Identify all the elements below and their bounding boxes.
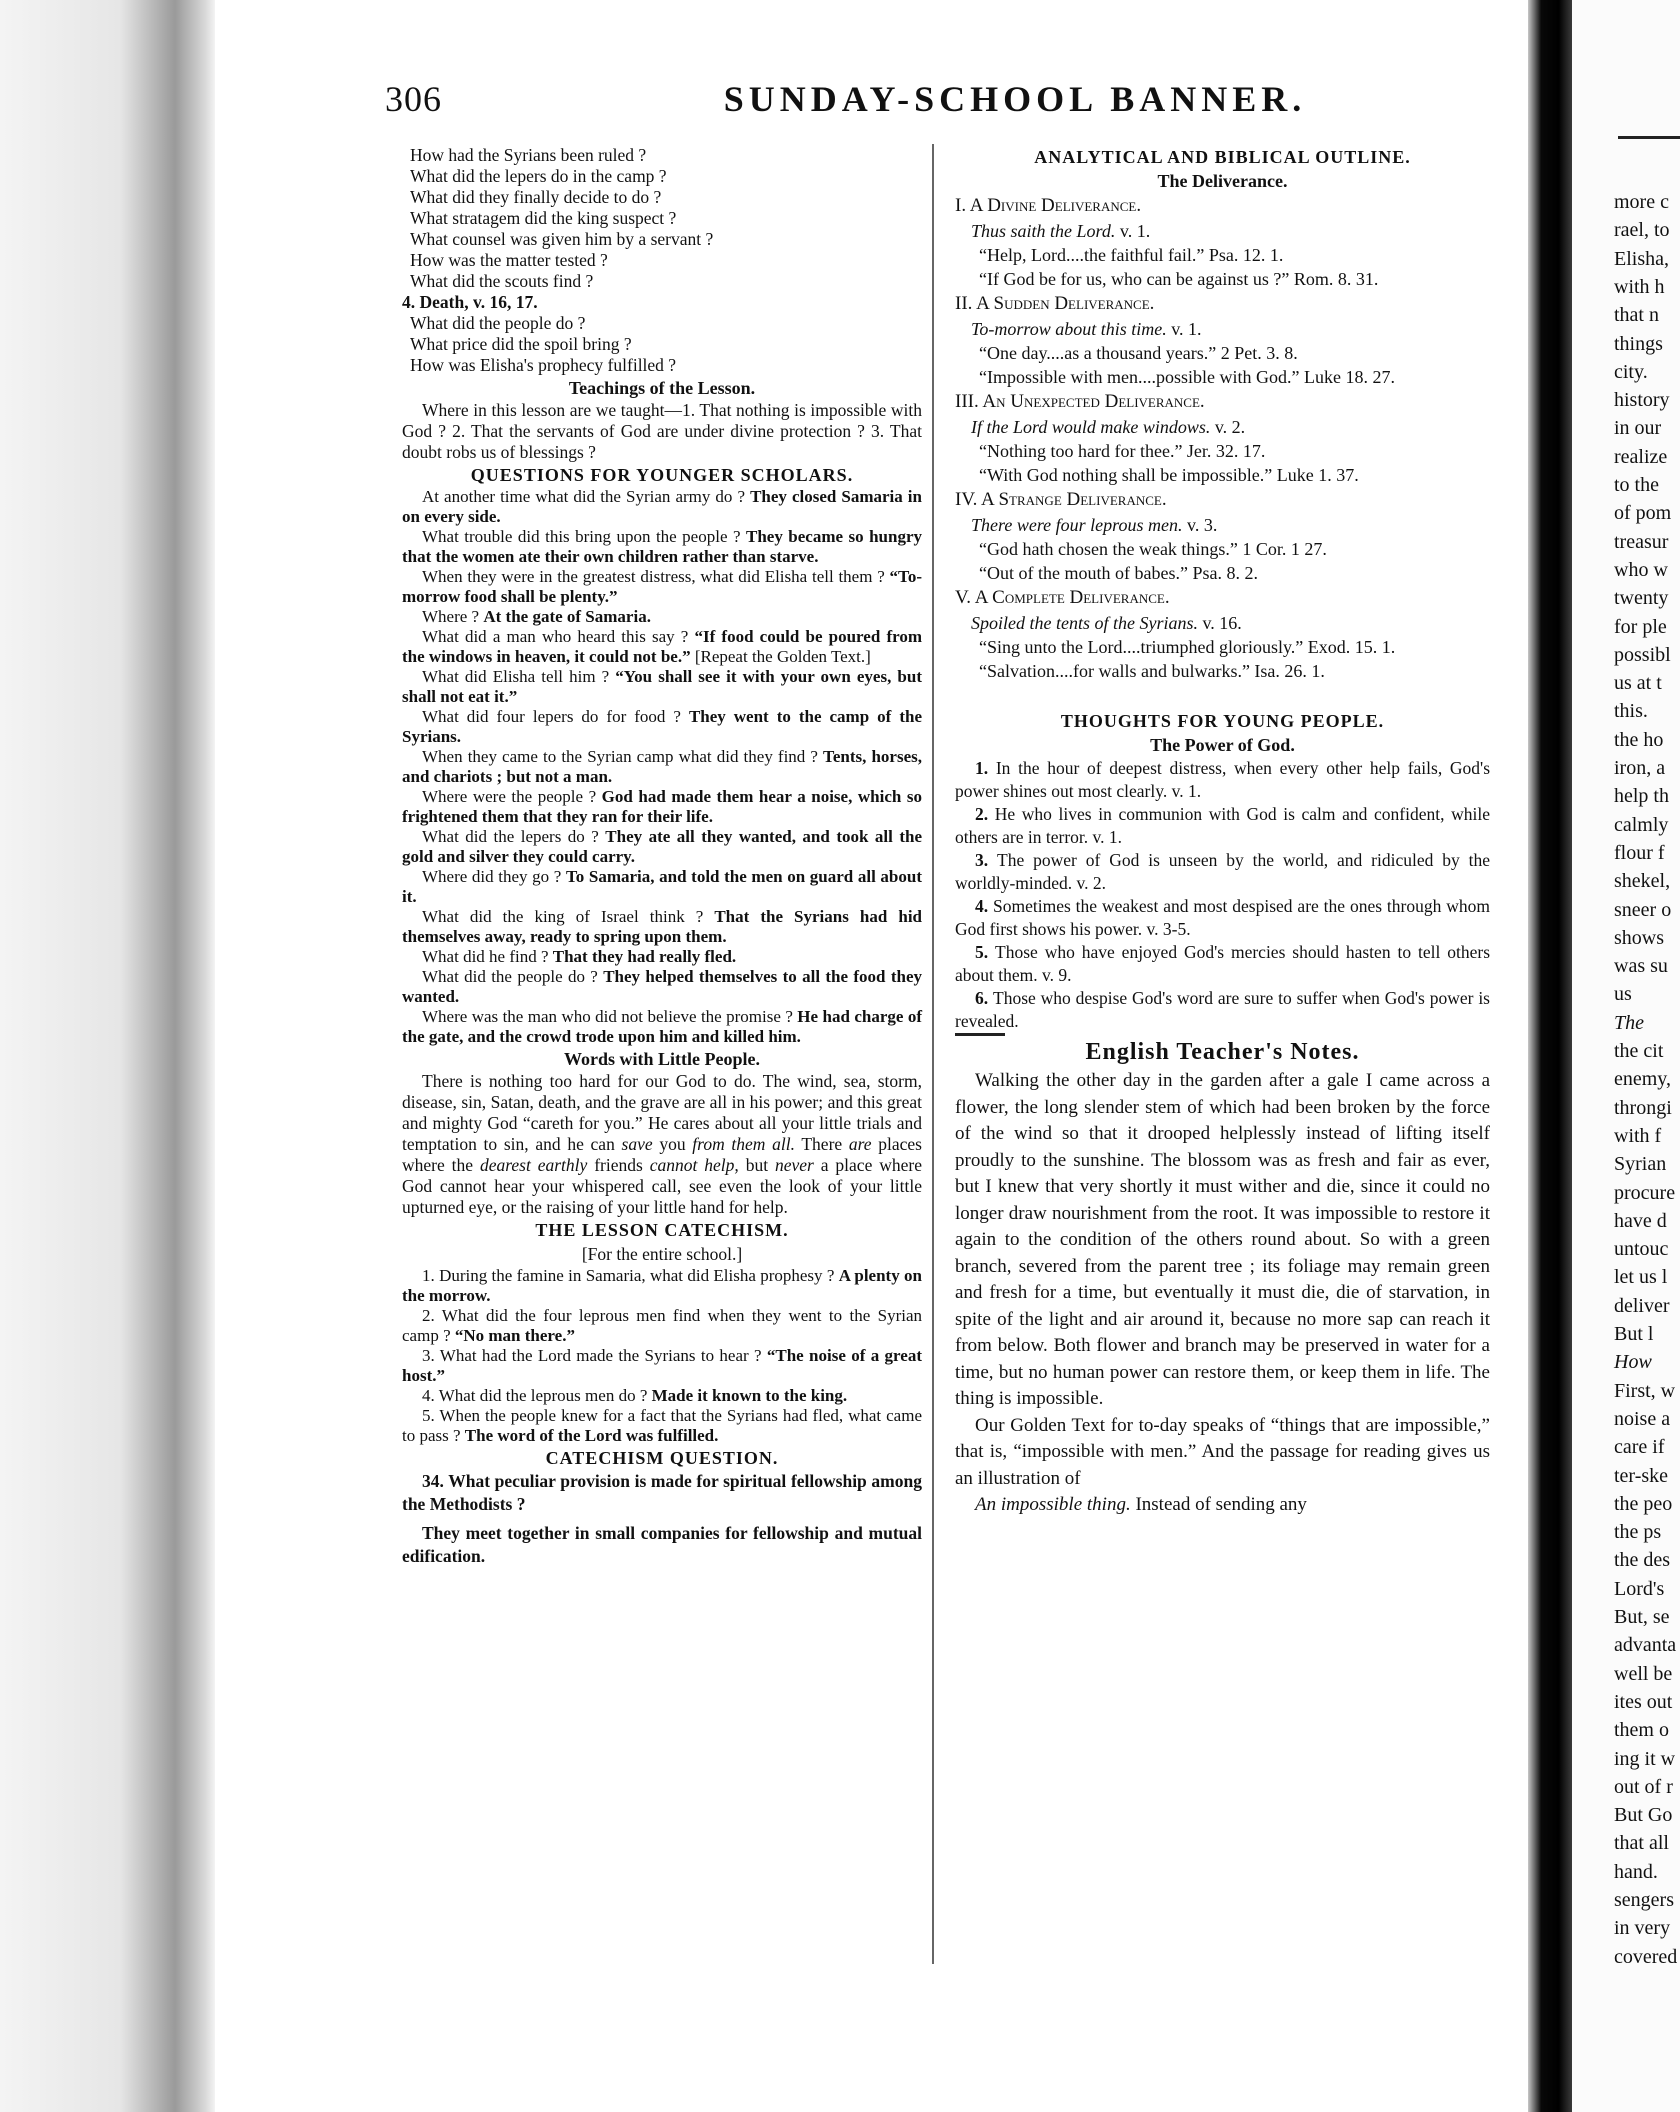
reference-text: There were four leprous men.: [971, 515, 1183, 535]
emphasis-text: dearest earthly: [479, 1155, 588, 1175]
facing-line: who w: [1614, 558, 1668, 581]
thought-number: 3.: [975, 850, 998, 870]
facing-line: untouc: [1614, 1238, 1669, 1261]
facing-line: the ho: [1614, 728, 1664, 751]
outline-sections: [955, 193, 1490, 683]
qa-item: [402, 567, 922, 607]
emphasis-text: save: [621, 1134, 653, 1154]
verse-ref: v. 2.: [1210, 417, 1246, 437]
book-gutter: [1528, 0, 1572, 2112]
facing-line: of pom: [1614, 502, 1672, 525]
page-header: [385, 78, 1505, 128]
outline-reference: [955, 513, 1490, 537]
answer-text: They ate all they wanted, and took all the gold and silver they could carry.: [402, 827, 922, 866]
facing-line: was su: [1614, 955, 1668, 978]
qa-item: [402, 967, 922, 1007]
facing-line: the ps: [1614, 1521, 1662, 1544]
outline-heading: III. An Unexpected Deliverance.: [955, 391, 1205, 412]
emphasis-text: never: [774, 1155, 814, 1175]
qa-item: [402, 867, 922, 907]
answer-text: They helped themselves to all the food they wanted.: [402, 967, 922, 1006]
reference-text: If the Lord would make windows.: [971, 417, 1211, 437]
question-line: What counsel was given him by a servant ?: [410, 229, 714, 249]
facing-line: have d: [1614, 1209, 1667, 1232]
facing-line: with h: [1614, 275, 1665, 298]
answer-text: To Samaria, and told the men on guard all about it.: [402, 867, 922, 906]
facing-line: the cit: [1614, 1040, 1664, 1062]
thought-number: 5.: [975, 942, 996, 962]
facing-page: [1572, 0, 1680, 2112]
younger-scholars-questions: [402, 487, 922, 1047]
question-text: What did the lepers do ?: [422, 827, 606, 846]
text-run: There is nothing too hard for our God to do. The wind, sea, storm, disease, sin, Satan, death, and the grave are all in his power; and this great and mighty God “careth for you.” He cares about all your little trials and temptation to sin, and he can: [402, 1071, 922, 1154]
facing-line: But Go: [1614, 1804, 1673, 1827]
facing-page-rule: [1618, 136, 1680, 139]
outline-subtitle: The Deliverance.: [1157, 171, 1288, 191]
question-text: What did four lepers do for food ?: [422, 707, 689, 726]
question-line: How was Elisha's prophecy fulfilled ?: [410, 355, 677, 375]
catechism-question-text: 34. What peculiar provision is made for spiritual fellowship among the Methodists ?: [402, 1471, 922, 1514]
facing-line: First, w: [1614, 1379, 1676, 1402]
facing-line: twenty: [1614, 587, 1669, 610]
question-line: What price did the spoil bring ?: [410, 334, 632, 354]
qa-item: [402, 947, 922, 967]
facing-line: rael, to: [1614, 219, 1670, 242]
verse-ref: v. 1.: [1115, 221, 1151, 241]
outline-heading: V. A Complete Deliverance.: [955, 587, 1170, 608]
question-text: Where ?: [422, 607, 484, 626]
answer-text: A plenty on the morrow.: [402, 1266, 922, 1305]
facing-line: ites out: [1614, 1690, 1673, 1713]
younger-scholars-title: QUESTIONS FOR YOUNGER SCHOLARS.: [470, 465, 854, 485]
english-notes-paragraph-2: Our Golden Text for to-day speaks of “things that are impossible,” that is, “impossible with men.” And the passage for reading gives us an illustration of: [955, 1414, 1490, 1489]
right-column: [955, 145, 1490, 1519]
running-title: SUNDAY-SCHOOL BANNER.: [723, 79, 1307, 119]
reference-text: Thus saith the Lord.: [971, 221, 1116, 241]
question-line: What did the lepers do in the camp ?: [410, 166, 667, 186]
outline-reference: [955, 611, 1490, 635]
answer-text: Tents, horses, and chariots ; but not a man.: [402, 747, 922, 786]
outline-title: ANALYTICAL AND BIBLICAL OUTLINE.: [1034, 147, 1411, 167]
facing-line: Syrian: [1614, 1153, 1667, 1176]
facing-line: possibl: [1614, 643, 1671, 666]
scripture-quote: “Salvation....for walls and bulwarks.” Isa. 26. 1.: [979, 661, 1325, 681]
answer-text: That they had really fled.: [552, 947, 737, 966]
thought-text: Those who have enjoyed God's mercies should hasten to tell others about them. v. 9.: [955, 942, 1491, 985]
facing-line: covered: [1614, 1945, 1678, 1968]
facing-line: city.: [1614, 360, 1648, 383]
answer-text: They closed Samaria in on every side.: [402, 487, 922, 526]
facing-line: How: [1614, 1351, 1652, 1374]
facing-line: shekel,: [1614, 870, 1671, 893]
facing-line: noise a: [1614, 1407, 1671, 1430]
facing-line: them o: [1614, 1719, 1669, 1742]
thought-item: [955, 941, 1490, 987]
catechism-answer-text: They meet together in small companies for fellowship and mutual edification.: [402, 1523, 922, 1566]
lesson-questions-part-4: [402, 313, 922, 376]
question-text: 5. When the people knew for a fact that the Syrians had fled, what came to pass ?: [402, 1406, 922, 1445]
catechism-item: [402, 1386, 922, 1406]
qa-item: [402, 527, 922, 567]
scripture-quote: “Out of the mouth of babes.” Psa. 8. 2.: [979, 563, 1258, 583]
facing-line: But, se: [1614, 1606, 1670, 1628]
death-heading: 4. Death, v. 16, 17.: [402, 292, 538, 312]
facing-line: realize: [1614, 445, 1668, 468]
thought-item: [955, 849, 1490, 895]
qa-item: [402, 827, 922, 867]
catechism-item: [402, 1306, 922, 1346]
english-notes-paragraph-1: Walking the other day in the garden after a gale I came across a flower, the long slender stem of which had been broken by the force of the wind so that it drooped helplessly instead of lifting itself proudly to the sunshine. The blossom was as fresh and fair as ever, but I knew that very shortly it must wither and die, since it could no longer draw nourishment from the root. It was impossible to restore it again to the condition of the others round about. So with a green branch, severed from the parent tree ; its foliage may remain green and fresh for a time, but eventually it must die, die of starvation, in spite of the light and air around it, because no more sap can reach it from below. Both flower and branch may be preserved in water for a time, but no human power can restore them, or keep them in life. The thing is impossible.: [955, 1070, 1490, 1409]
emphasis-text: cannot help,: [649, 1155, 739, 1175]
answer-text: They became so hungry that the women ate their own children rather than starve.: [402, 527, 923, 566]
facing-line: things: [1614, 332, 1663, 355]
outline-heading: I. A Divine Deliverance.: [955, 195, 1142, 216]
thought-item: [955, 757, 1490, 803]
outline-reference: [955, 415, 1490, 439]
page-number: 306: [385, 79, 442, 119]
qa-item: [402, 627, 922, 667]
catechism-question-title: CATECHISM QUESTION.: [545, 1448, 779, 1468]
facing-line: us at t: [1614, 672, 1662, 695]
facing-line: care if: [1614, 1436, 1665, 1459]
facing-line: the des: [1614, 1549, 1671, 1572]
verse-ref: v. 3.: [1182, 515, 1218, 535]
qa-item: [402, 907, 922, 947]
answer-text: “You shall see it with your own eyes, but shall not eat it.”: [402, 667, 922, 706]
qa-item: [402, 707, 922, 747]
reference-text: Spoiled the tents of the Syrians.: [971, 613, 1198, 633]
question-text: What did a man who heard this say ?: [422, 627, 695, 646]
thought-text: In the hour of deepest distress, when every other help fails, God's power shines out most clearly. v. 1.: [955, 758, 1491, 801]
answer-text: “If food could be poured from the windows in heaven, it could not be.”: [402, 627, 922, 666]
bracket-note: [Repeat the Golden Text.]: [690, 647, 871, 666]
facing-line: ter-ske: [1614, 1464, 1669, 1487]
facing-line: flour f: [1614, 841, 1665, 864]
facing-line: calmly: [1614, 813, 1669, 836]
reference-text: To-morrow about this time.: [971, 319, 1167, 339]
facing-line: Elisha,: [1614, 247, 1669, 270]
qa-item: [402, 787, 922, 827]
answer-text: At the gate of Samaria.: [483, 607, 651, 626]
question-text: When they came to the Syrian camp what did they find ?: [422, 747, 824, 766]
question-text: What did he find ?: [422, 947, 553, 966]
lesson-questions-part-3: [402, 145, 922, 292]
question-text: What did the people do ?: [422, 967, 604, 986]
facing-line: hand.: [1614, 1860, 1658, 1883]
facing-line: procure: [1614, 1181, 1676, 1204]
text-run: There: [794, 1134, 849, 1154]
outline-heading: II. A Sudden Deliverance.: [955, 293, 1155, 314]
facing-line: But l: [1614, 1323, 1654, 1345]
scripture-quote: “With God nothing shall be impossible.” Luke 1. 37.: [979, 465, 1359, 485]
facing-line: that n: [1614, 304, 1659, 327]
text-run: but: [738, 1155, 775, 1175]
english-notes-title: English Teacher's Notes.: [1085, 1039, 1360, 1065]
thought-item: [955, 987, 1490, 1033]
answer-text: “The noise of a great host.”: [402, 1346, 922, 1385]
facing-line: let us l: [1614, 1266, 1668, 1289]
question-line: How was the matter tested ?: [410, 250, 608, 270]
question-text: 3. What had the Lord made the Syrians to hear ?: [422, 1346, 767, 1365]
facing-line: that all: [1614, 1832, 1669, 1855]
qa-item: [402, 667, 922, 707]
column-divider: [932, 144, 934, 1964]
facing-line: with f: [1614, 1124, 1662, 1147]
facing-line: in very: [1614, 1917, 1671, 1940]
outline-reference: [955, 317, 1490, 341]
emphasis-text: from them all.: [692, 1134, 795, 1154]
facing-line: deliver: [1614, 1294, 1670, 1317]
facing-line: sengers: [1614, 1889, 1674, 1911]
facing-line: help th: [1614, 785, 1669, 808]
scripture-quote: “God hath chosen the weak things.” 1 Cor. 1 27.: [979, 539, 1327, 559]
thoughts-list: [955, 757, 1490, 1033]
answer-text: “No man there.”: [454, 1326, 575, 1345]
teachings-title: Teachings of the Lesson.: [568, 378, 756, 398]
facing-line: more c: [1614, 191, 1669, 213]
facing-line: sneer o: [1614, 898, 1672, 921]
answer-text: He had charge of the gate, and the crowd trode upon him and killed him.: [402, 1007, 922, 1046]
qa-item: [402, 747, 922, 787]
facing-line: this.: [1614, 700, 1648, 723]
facing-line: treasur: [1614, 530, 1669, 553]
question-text: 2. What did the four leprous men find when they went to the Syrian camp ?: [402, 1306, 922, 1345]
question-line: What stratagem did the king suspect ?: [410, 208, 677, 228]
question-text: What trouble did this bring upon the people ?: [422, 527, 746, 546]
lesson-catechism-title: THE LESSON CATECHISM.: [535, 1220, 789, 1240]
thought-item: [955, 895, 1490, 941]
facing-line: well be: [1614, 1662, 1673, 1685]
facing-line: us: [1614, 983, 1632, 1006]
scripture-quote: “Impossible with men....possible with God.” Luke 18. 27.: [979, 367, 1395, 387]
facing-line: out of r: [1614, 1775, 1673, 1798]
book-page-edges: [0, 0, 215, 2112]
thought-number: 1.: [975, 758, 996, 778]
thought-item: [955, 803, 1490, 849]
thought-text: Those who despise God's word are sure to suffer when God's power is revealed.: [955, 988, 1490, 1031]
answer-text: Made it known to the king.: [651, 1386, 848, 1405]
verse-ref: v. 16.: [1197, 613, 1242, 633]
text-run: a place where God cannot hear your whispered call, see even the look of your little upturned eye, or the raising of your little hand for help.: [402, 1155, 922, 1217]
catechism-item: [402, 1406, 922, 1446]
scripture-quote: “Nothing too hard for thee.” Jer. 32. 17.: [979, 441, 1266, 461]
question-line: What did the scouts find ?: [410, 271, 594, 291]
thought-number: 4.: [975, 896, 994, 916]
question-text: At another time what did the Syrian army do ?: [422, 487, 751, 506]
scripture-quote: “If God be for us, who can be against us ?” Rom. 8. 31.: [979, 269, 1379, 289]
scripture-quote: “Help, Lord....the faithful fail.” Psa. 12. 1.: [979, 245, 1284, 265]
question-text: 4. What did the leprous men do ?: [422, 1386, 652, 1405]
thoughts-subtitle: The Power of God.: [1150, 735, 1295, 755]
question-text: What did the king of Israel think ?: [422, 907, 715, 926]
facing-line: throngi: [1614, 1096, 1672, 1119]
little-people-title: Words with Little People.: [564, 1049, 760, 1069]
emphasis-text: are: [848, 1134, 872, 1154]
facing-line: shows: [1614, 926, 1665, 949]
facing-line: ing it w: [1614, 1747, 1676, 1770]
text-run: places where the: [402, 1134, 922, 1175]
text-run: friends: [587, 1155, 650, 1175]
question-line: What did they finally decide to do ?: [410, 187, 662, 207]
facing-line: The: [1614, 1011, 1644, 1034]
facing-line: in our: [1614, 417, 1662, 440]
answer-text: They went to the camp of the Syrians.: [402, 707, 922, 746]
thought-number: 6.: [975, 988, 993, 1008]
question-text: 1. During the famine in Samaria, what did Elisha prophesy ?: [422, 1266, 839, 1285]
answer-text: The word of the Lord was fulfilled.: [464, 1426, 719, 1445]
scripture-quote: “Sing unto the Lord....triumphed gloriously.” Exod. 15. 1.: [979, 637, 1396, 657]
answer-text: God had made them hear a noise, which so frightened them that they ran for their life.: [402, 787, 922, 826]
facing-line: history: [1614, 389, 1670, 412]
lesson-catechism-items: [402, 1266, 922, 1446]
teachings-text: Where in this lesson are we taught—1. That nothing is impossible with God ? 2. That the servants of God are under divine protection ? 3. That doubt robs us of blessings ?: [402, 400, 922, 462]
outline-heading: IV. A Strange Deliverance.: [955, 489, 1167, 510]
answer-text: “To-morrow food shall be plenty.”: [402, 567, 922, 606]
qa-item: [402, 487, 922, 527]
facing-line: the peo: [1614, 1492, 1673, 1515]
thoughts-title: THOUGHTS FOR YOUNG PEOPLE.: [1060, 711, 1385, 731]
facing-line: iron, a: [1614, 757, 1666, 779]
catechism-item: [402, 1266, 922, 1306]
verse-ref: v. 1.: [1166, 319, 1202, 339]
qa-item: [402, 607, 922, 627]
thought-number: 2.: [975, 804, 995, 824]
facing-line: advanta: [1614, 1634, 1677, 1657]
thought-text: Sometimes the weakest and most despised are the ones through whom God first shows his power. v. 3-5.: [955, 896, 1490, 939]
question-text: Where did they go ?: [422, 867, 566, 886]
question-line: What did the people do ?: [410, 313, 586, 333]
catechism-item: [402, 1346, 922, 1386]
qa-item: [402, 1007, 922, 1047]
facing-line: for ple: [1614, 615, 1667, 638]
lesson-catechism-subtitle: [For the entire school.]: [581, 1244, 743, 1264]
question-text: Where was the man who did not believe the promise ?: [422, 1007, 798, 1026]
question-text: When they were in the greatest distress, what did Elisha tell them ?: [422, 567, 890, 586]
facing-line: Lord's: [1614, 1577, 1665, 1600]
facing-line: to the: [1614, 474, 1659, 496]
question-line: How had the Syrians been ruled ?: [410, 145, 647, 165]
question-text: Where were the people ?: [422, 787, 602, 806]
little-people-text: [402, 1071, 922, 1218]
thought-text: He who lives in communion with God is calm and confident, while others are in terror. v. 1.: [955, 804, 1491, 847]
text-run: you: [652, 1134, 693, 1154]
facing-line: enemy,: [1614, 1068, 1672, 1091]
english-notes-final-line: An impossible thing. Instead of sending any: [975, 1494, 1307, 1515]
answer-text: That the Syrians had hid themselves away, ready to spring upon them.: [402, 907, 922, 946]
thought-text: The power of God is unseen by the world, and ridiculed by the worldly-minded. v. 2.: [955, 850, 1490, 893]
outline-reference: [955, 219, 1490, 243]
question-text: What did Elisha tell him ?: [422, 667, 616, 686]
scripture-quote: “One day....as a thousand years.” 2 Pet. 3. 8.: [979, 343, 1298, 363]
left-column: [402, 145, 922, 1568]
